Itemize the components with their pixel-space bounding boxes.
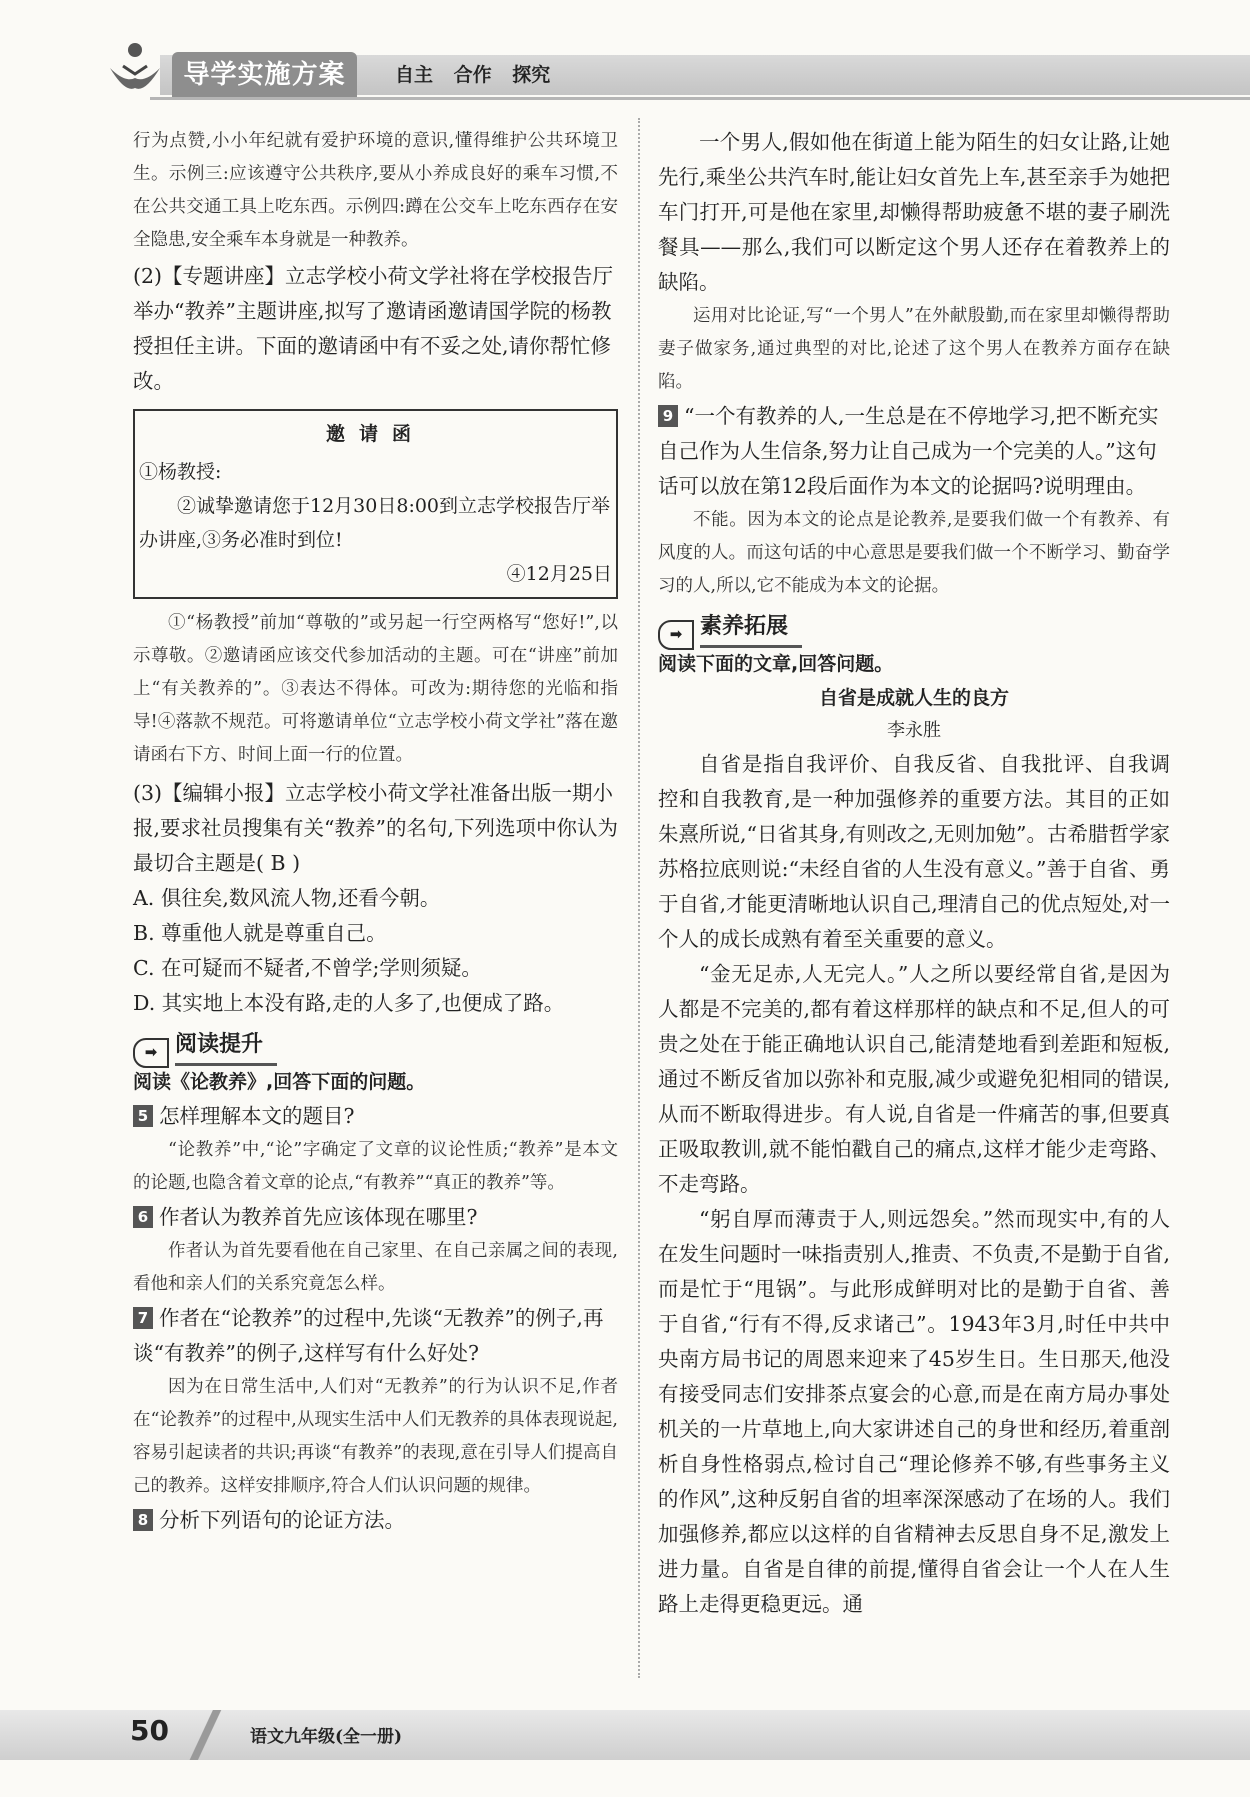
extend-intro: 阅读下面的文章,回答问题。 — [658, 653, 894, 675]
reading-figure-logo-icon — [105, 38, 165, 98]
invitation-title: 邀请函 — [325, 423, 425, 445]
answer-6: 作者认为首先要看他在自己家里、在自己亲属之间的表现,看他和亲人们的关系究竟怎么样。 — [133, 1241, 618, 1294]
article-author: 李永胜 — [887, 720, 941, 741]
question-7: 7 作者在“论教养”的过程中,先谈“无教养”的例子,再谈“有教养”的例子,这样写有什么好处? — [133, 1306, 604, 1365]
question-6: 6 作者认为教养首先应该体现在哪里? — [133, 1200, 618, 1235]
book-title: 语文九年级(全一册) — [250, 1727, 403, 1747]
article-paragraph: 自省是指自我评价、自我反省、自我批评、自我调控和自我教育,是一种加强修养的重要方法。其目的正如朱熹所说,“日省其身,有则改之,无则加勉”。古希腊哲学家苏格拉底则说:“未经自省的人生没有意义。”善于自省、勇于自省,才能更清晰地认识自己,理清自己的优点短处,对一个人的成长成熟有着至关重要的意义。 — [658, 752, 1171, 951]
invitation-date: ④12月25日 — [506, 563, 612, 585]
question-3: (3)【编辑小报】立志学校小荷文学社准备出版一期小报,要求社员搜集有关“教养”的名句,下列选项中你认为最切合主题是( B ) — [133, 781, 618, 875]
quote-8: 一个男人,假如他在街道上能为陌生的妇女让路,让她先行,乘坐公共汽车时,能让妇女首先上车,甚至亲手为她把车门打开,可是他在家里,却懒得帮助疲惫不堪的妻子刷洗餐具——那么,我们可以断定这个男人还存在着教养上的缺陷。 — [658, 130, 1170, 294]
page-number: 50 — [130, 1714, 169, 1747]
invitation-letter-box — [133, 409, 618, 599]
footer-slash-decoration — [175, 1710, 235, 1760]
answer-5: “论教养”中,“论”字确定了文章的议论性质;“教养”是本文的论题,也隐含着文章的论点,“有教养”“真正的教养”等。 — [133, 1140, 618, 1193]
left-column — [133, 125, 618, 1538]
header-tab-title: 导学实施方案 — [172, 52, 357, 98]
right-column — [658, 125, 1170, 1622]
section-heading-extend: ➡ 素养拓展 — [658, 609, 1170, 645]
question-number: 9 — [658, 405, 678, 427]
option-a: A. 俱往矣,数风流人物,还看今朝。 — [133, 886, 441, 910]
answer-continuation: 行为点赞,小小年纪就有爱护环境的意识,懂得维护公共环境卫生。示例三:应该遵守公共秩序,要从小养成良好的乘车习惯,不在公共交通工具上吃东西。示例四:蹲在公交车上吃东西存在安全隐患,安全乘车本身就是一种教养。 — [133, 131, 618, 250]
option-c: C. 在可疑而不疑者,不曾学;学则须疑。 — [133, 956, 482, 980]
page-header — [0, 0, 1250, 110]
question-9: 9 “一个有教养的人,一生总是在不停地学习,把不断充实自己作为人生信条,努力让自己成为一个完美的人。”这句话可以放在第12段后面作为本文的论据吗?说明理由。 — [658, 404, 1159, 498]
article-paragraph: “金无足赤,人无完人。”人之所以要经常自省,是因为人都是不完美的,都有着这样那样的缺点和不足,但人的可贵之处在于能正确地认识自己,能清楚地看到差距和短板,通过不断反省加以弥补和克服,减少或避免犯相同的错误,从而不断取得进步。有人说,自省是一件痛苦的事,但要真正吸取教训,就不能怕戳自己的痛点,这样才能少走弯路、不走弯路。 — [658, 962, 1170, 1196]
answer-8: 运用对比论证,写“一个男人”在外献殷勤,而在家里却懒得帮助妻子做家务,通过典型的对比,论述了这个男人在教养方面存在缺陷。 — [658, 306, 1170, 392]
header-rule — [150, 97, 1250, 100]
header-tags: 自主 合作 探究 — [395, 64, 551, 86]
question-number: 5 — [133, 1105, 153, 1127]
question-2: (2)【专题讲座】立志学校小荷文学社将在学校报告厅举办“教养”主题讲座,拟写了邀请函邀请国学院的杨教授担任主讲。下面的邀请函中有不妥之处,请你帮忙修改。 — [133, 264, 614, 393]
question-8: 8 分析下列语句的论证方法。 — [133, 1503, 618, 1538]
arrow-icon: ➡ — [658, 620, 694, 650]
answer-9: 不能。因为本文的论点是论教养,是要我们做一个有教养、有风度的人。而这句话的中心意思是要我们做一个不断学习、勤奋学习的人,所以,它不能成为本文的论据。 — [658, 510, 1170, 596]
section-heading-reading: ➡ 阅读提升 — [133, 1027, 618, 1063]
question-number: 8 — [133, 1509, 153, 1531]
answer-7: 因为在日常生活中,人们对“无教养”的行为认识不足,作者在“论教养”的过程中,从现实生活中人们无教养的具体表现说起,容易引起读者的共识;再谈“有教养”的表现,意在引导人们提高自己的教养。这样安排顺序,符合人们认识问题的规律。 — [133, 1377, 618, 1496]
article-paragraph: “躬自厚而薄责于人,则远怨矣。”然而现实中,有的人在发生问题时一味指责别人,推责、不负责,不是勤于自省,而是忙于“甩锅”。与此形成鲜明对比的是勤于自省、善于自省,“行有不得,反求诸己”。1943年3月,时任中共中央南方局书记的周恩来迎来了45岁生日。生日那天,他没有接受同志们安排茶点宴会的心意,而是在南方局办事处机关的一片草地上,向大家讲述自己的身世和经历,着重剖析自身性格弱点,检讨自己“理论修养不够,有些事务主义的作风”,这种反躬自省的坦率深深感动了在场的人。我们加强修养,都应以这样的自省精神去反思自身不足,激发上进力量。自省是自律的前提,懂得自省会让一个人在人生路上走得更稳更远。通 — [658, 1207, 1170, 1616]
answer-2: ①“杨教授”前加“尊敬的”或另起一行空两格写“您好!”,以示尊敬。②邀请函应该交代参加活动的主题。可在“讲座”前加上“有关教养的”。③表达不得体。可改为:期待您的光临和指导!④落款不规范。可将邀请单位“立志学校小荷文学社”落在邀请函右下方、时间上面一行的位置。 — [133, 613, 618, 765]
article-title: 自省是成就人生的良方 — [818, 687, 1009, 709]
page-footer — [0, 1700, 1250, 1797]
column-divider — [638, 118, 640, 1678]
option-d: D. 其实地上本没有路,走的人多了,也便成了路。 — [133, 991, 565, 1015]
question-number: 6 — [133, 1206, 153, 1228]
invitation-body: ②诚挚邀请您于12月30日8:00到立志学校报告厅举办讲座,③务必准时到位! — [139, 495, 611, 551]
invitation-salutation: ①杨教授: — [139, 461, 222, 483]
arrow-icon: ➡ — [133, 1038, 169, 1068]
reading-intro: 阅读《论教养》,回答下面的问题。 — [133, 1071, 426, 1093]
option-b: B. 尊重他人就是尊重自己。 — [133, 921, 387, 945]
question-5: 5 怎样理解本文的题目? — [133, 1099, 618, 1134]
question-number: 7 — [133, 1307, 153, 1329]
